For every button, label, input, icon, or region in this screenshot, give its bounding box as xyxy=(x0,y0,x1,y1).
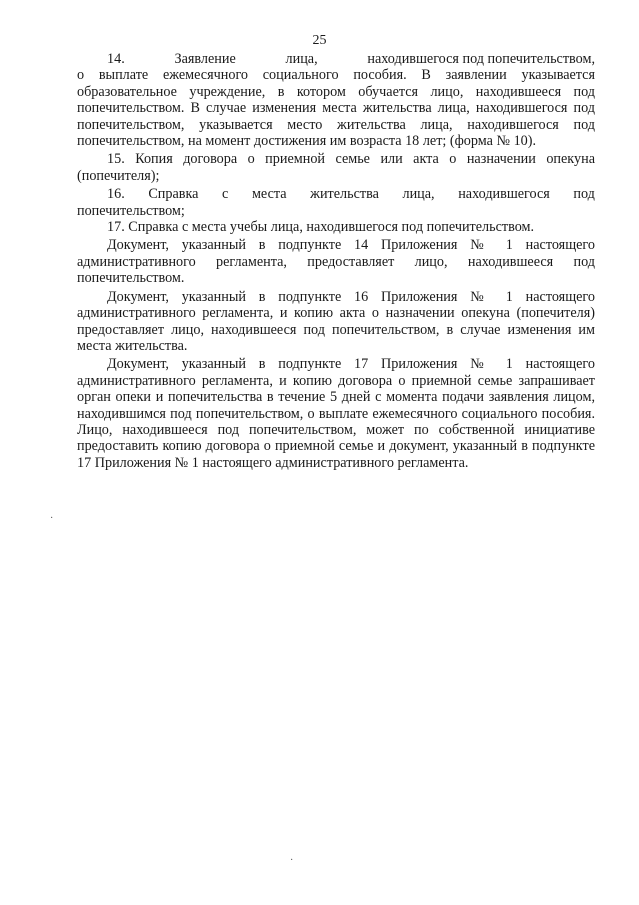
item-14-text: о выплате ежемесячного социального пособия. В заявлении указывается образовательное учреждение, в котором обучается лицо, находившееся под попечительством. В случае изменения места жительства лица, находившегося под попечительством, указывается место жительства лица, находившегося под попечительством, на момент достижения им возраста 18 лет; (форма № 10). xyxy=(77,67,595,150)
item-16-word-7: под xyxy=(573,186,595,203)
item-16-word-6: находившегося xyxy=(458,186,550,203)
paragraph-doc-16: Документ, указанный в подпункте 16 Приложения № 1 настоящего административного регламента, и копию акта о назначении опекуна (попечителя) предоставляет лицо, находившееся под попечительством, в случае изменения им места жительства. xyxy=(77,288,595,354)
item-16-word-2: с xyxy=(222,186,229,203)
item-16-word-4: жительства xyxy=(310,186,379,203)
item-16-word-1: Справка xyxy=(148,186,199,203)
item-14-first-line xyxy=(77,51,595,67)
item-16-text: попечительством; xyxy=(77,202,185,219)
item-16-word-5: лица, xyxy=(402,186,435,203)
item-16-number: 16. xyxy=(107,186,125,203)
page-number: 25 xyxy=(312,33,327,48)
scan-dot-mark: · xyxy=(50,513,54,524)
list-item-16 xyxy=(77,186,595,219)
item-14-word-3: находившегося под попечительством, xyxy=(367,51,595,67)
item-14-number: 14. xyxy=(107,51,125,67)
paragraph-doc-14: Документ, указанный в подпункте 14 Приложения № 1 настоящего административного регламента, предоставляет лицо, находившееся под попечительством. xyxy=(77,237,595,287)
item-14-word-2: лица, xyxy=(285,51,318,67)
item-16-word-3: места xyxy=(251,186,287,203)
item-16-first-line xyxy=(77,186,595,202)
list-item-15: 15. Копия договора о приемной семье или акта о назначении опекуна (попечителя); xyxy=(77,151,595,184)
list-item-14 xyxy=(77,51,595,149)
scan-dot-mark: · xyxy=(290,855,294,866)
list-item-17: 17. Справка с места учебы лица, находившегося под попечительством. xyxy=(107,219,535,236)
item-14-word-1: Заявление xyxy=(174,51,236,67)
paragraph-doc-17: Документ, указанный в подпункте 17 Приложения № 1 настоящего административного регламента, и копию договора о приемной семье запрашивает орган опеки и попечительства в течение 5 дней с момента подачи заявления лицом, находившимся под попечительством, о выплате ежемесячного социального пособия. Лицо, находившееся под попечительством, может по собственной инициативе предоставить копию договора о приемной семье и документ, указанный в подпункте 17 Приложения № 1 настоящего административного регламента. xyxy=(77,356,595,471)
document-body xyxy=(77,51,595,473)
